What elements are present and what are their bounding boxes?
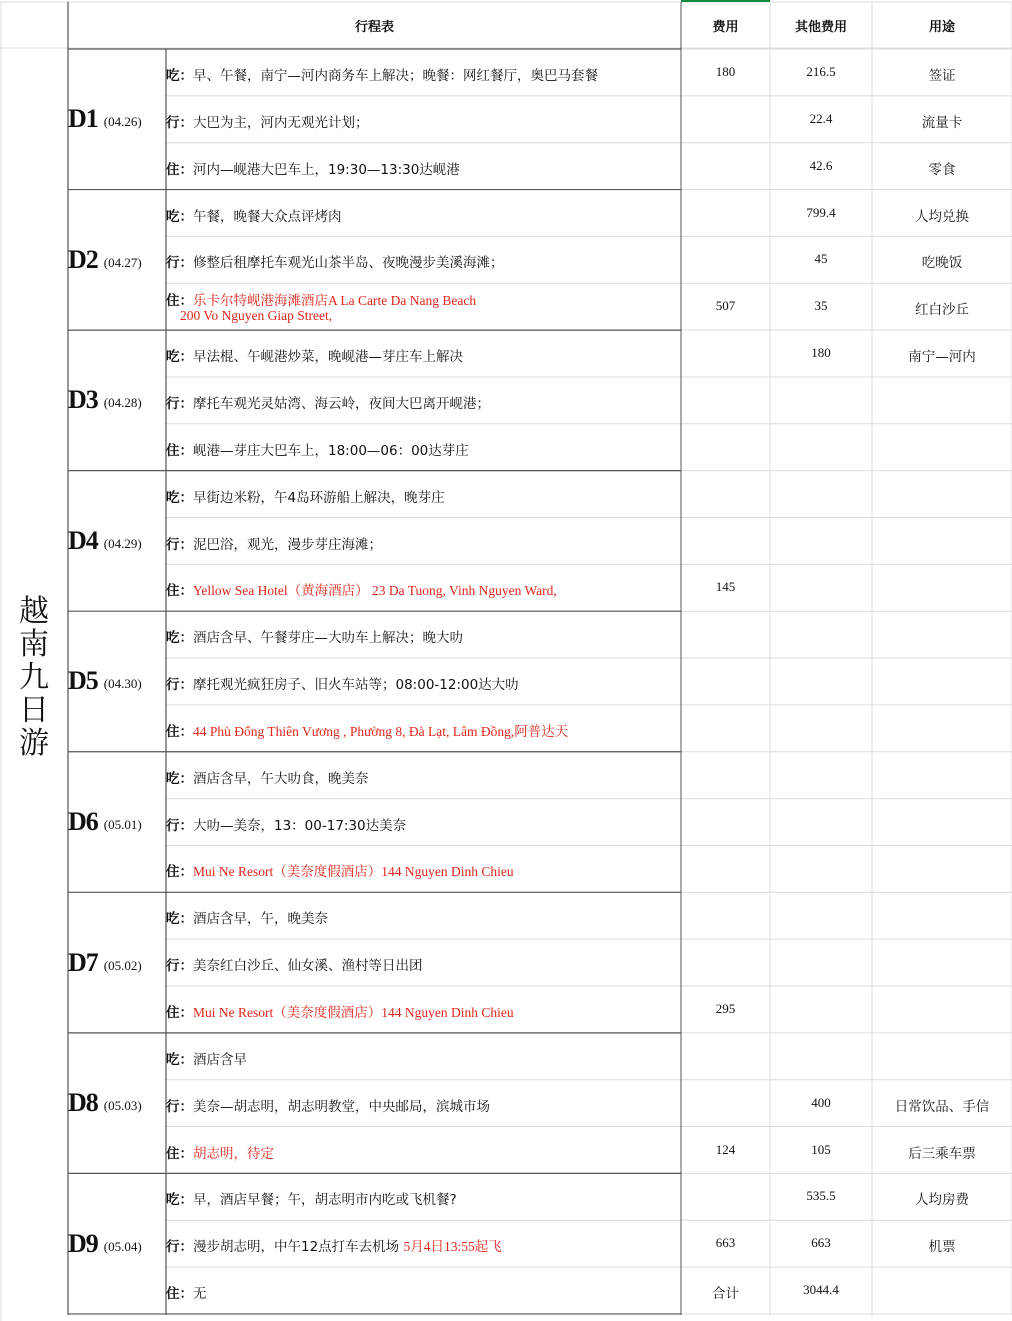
line-label: 吃： bbox=[166, 770, 193, 787]
cost-cell[interactable]: 507 bbox=[715, 298, 736, 314]
eat-line[interactable] bbox=[166, 1188, 457, 1208]
other-cost-cell[interactable]: 35 bbox=[814, 298, 828, 314]
purpose-cell[interactable]: 流量卡 bbox=[921, 114, 963, 131]
day-number: D2 bbox=[68, 244, 98, 274]
day-date: (04.28) bbox=[103, 395, 142, 411]
purpose-cell[interactable]: 人均兑换 bbox=[915, 208, 969, 225]
line-text: 早街边米粉，午4岛环游船上解决，晚芽庄 bbox=[193, 489, 445, 506]
header-schedule[interactable]: 行程表 bbox=[354, 19, 394, 35]
day-number: D9 bbox=[68, 1228, 98, 1258]
stay-line[interactable] bbox=[166, 439, 469, 459]
eat-line[interactable] bbox=[166, 1048, 247, 1068]
line-label: 行： bbox=[166, 395, 193, 412]
purpose-cell[interactable]: 红白沙丘 bbox=[915, 302, 969, 319]
line-label: 吃： bbox=[166, 349, 193, 366]
purpose-cell[interactable]: 签证 bbox=[928, 68, 956, 84]
line-label: 住： bbox=[166, 583, 193, 600]
line-label: 吃： bbox=[166, 630, 193, 647]
line-label: 行： bbox=[166, 677, 193, 694]
line-text: 44 Phù Đổng Thiên Vương , Phường 8, Đà Lạt, Lâm Đồng,阿普达天 bbox=[193, 723, 569, 739]
line-label: 行： bbox=[166, 114, 193, 131]
day-label-d9 bbox=[68, 1173, 142, 1314]
line-text: 早，酒店早餐；午，胡志明市内吃或飞机餐? bbox=[193, 1192, 457, 1209]
stay-line[interactable] bbox=[166, 289, 476, 309]
stay-line[interactable] bbox=[166, 1142, 274, 1162]
cost-cell[interactable]: 合计 bbox=[712, 1286, 739, 1303]
day-date: (04.27) bbox=[103, 254, 142, 270]
stay-line[interactable] bbox=[166, 1282, 207, 1302]
day-label-d2 bbox=[68, 190, 142, 331]
day-number: D6 bbox=[68, 807, 98, 837]
day-date: (05.04) bbox=[103, 1238, 142, 1254]
line-label: 住： bbox=[166, 1145, 193, 1162]
line-text: 酒店含早、午餐芽庄—大叻车上解决；晚大叻 bbox=[193, 630, 463, 647]
line-label: 住： bbox=[166, 442, 193, 459]
eat-line[interactable] bbox=[166, 907, 328, 927]
eat-line[interactable] bbox=[166, 345, 463, 365]
day-label-d3 bbox=[68, 330, 142, 471]
other-cost-cell[interactable]: 45 bbox=[814, 251, 828, 267]
line-label: 住： bbox=[166, 864, 193, 881]
other-cost-cell[interactable]: 663 bbox=[811, 1235, 831, 1251]
day-date: (05.02) bbox=[103, 957, 142, 973]
departure-time: 5月4日13:55起飞 bbox=[403, 1239, 502, 1255]
line-label: 吃： bbox=[166, 68, 193, 84]
day-date: (05.03) bbox=[103, 1098, 142, 1114]
day-label-d1 bbox=[68, 49, 142, 190]
line-label: 行： bbox=[166, 958, 193, 975]
day-number: D7 bbox=[68, 947, 98, 977]
line-text: 大叻—美奈，13：00-17:30达美奈 bbox=[193, 817, 407, 834]
day-label-d7 bbox=[68, 892, 142, 1033]
purpose-cell[interactable]: 南宁—河内 bbox=[908, 349, 976, 366]
other-cost-cell[interactable]: 22.4 bbox=[809, 110, 833, 126]
eat-line[interactable] bbox=[166, 767, 369, 787]
line-text: 酒店含早，午，晚美奈 bbox=[193, 911, 328, 928]
line-text: 酒店含早，午大叻食，晚美奈 bbox=[193, 770, 369, 787]
line-text: 乐卡尔特岘港海滩酒店A La Carte Da Nang Beach bbox=[193, 293, 477, 309]
purpose-cell[interactable]: 人均房费 bbox=[915, 1192, 969, 1209]
other-cost-cell[interactable]: 799.4 bbox=[806, 204, 836, 220]
day-date: (04.26) bbox=[103, 114, 142, 130]
day-number: D8 bbox=[68, 1088, 98, 1118]
line-label: 住： bbox=[166, 1286, 193, 1303]
header-cost[interactable]: 费用 bbox=[712, 19, 739, 35]
stay-address-line2: 200 Vo Nguyen Giap Street, bbox=[180, 308, 333, 324]
line-label: 住： bbox=[166, 161, 193, 178]
go-line[interactable] bbox=[166, 673, 519, 693]
line-text: 河内—岘港大巴车上，19:30—13:30达岘港 bbox=[193, 161, 460, 178]
line-text: 摩托车观光灵姑湾、海云岭，夜间大巴离开岘港； bbox=[193, 395, 490, 412]
line-label: 吃： bbox=[166, 1192, 193, 1209]
purpose-cell[interactable]: 吃晚饭 bbox=[921, 255, 963, 272]
line-text: 早、午餐，南宁—河内商务车上解决；晚餐：网红餐厅，奥巴马套餐 bbox=[193, 68, 598, 84]
day-number: D5 bbox=[68, 666, 98, 696]
day-number: D3 bbox=[68, 385, 98, 415]
line-text: 漫步胡志明，中午12点打车去机场 bbox=[193, 1239, 404, 1256]
stay-line[interactable] bbox=[166, 720, 568, 740]
day-date: (04.29) bbox=[103, 535, 142, 551]
go-line[interactable] bbox=[166, 1235, 502, 1255]
go-line[interactable] bbox=[166, 1095, 490, 1115]
line-label: 行： bbox=[166, 1239, 193, 1256]
line-label: 行： bbox=[166, 536, 193, 553]
eat-line[interactable] bbox=[166, 486, 445, 506]
day-number: D4 bbox=[68, 525, 98, 555]
line-text: 胡志明，待定 bbox=[193, 1145, 274, 1161]
line-label: 行： bbox=[166, 817, 193, 834]
line-text: 大巴为主，河内无观光计划； bbox=[193, 114, 369, 131]
go-line[interactable] bbox=[166, 111, 369, 131]
day-label-d4 bbox=[68, 471, 142, 612]
header-other-cost[interactable]: 其他费用 bbox=[794, 19, 847, 35]
line-text: 美奈红白沙丘、仙女溪、渔村等日出团 bbox=[193, 958, 423, 975]
day-date: (04.30) bbox=[103, 676, 142, 692]
eat-line[interactable] bbox=[166, 626, 463, 646]
line-label: 行： bbox=[166, 255, 193, 272]
line-text: 美奈—胡志明，胡志明教堂，中央邮局，滨城市场 bbox=[193, 1098, 490, 1115]
go-line[interactable] bbox=[166, 392, 490, 412]
line-text: 泥巴浴，观光，漫步芽庄海滩； bbox=[193, 536, 382, 553]
stay-line[interactable] bbox=[166, 579, 557, 599]
go-line[interactable] bbox=[166, 814, 406, 834]
go-line[interactable] bbox=[166, 533, 382, 553]
line-label: 住： bbox=[166, 723, 193, 740]
line-text: 岘港—芽庄大巴车上，18:00—06：00达芽庄 bbox=[193, 442, 469, 459]
line-label: 行： bbox=[166, 1098, 193, 1115]
line-label: 吃： bbox=[166, 208, 193, 225]
day-label-d6 bbox=[68, 752, 142, 893]
go-line[interactable] bbox=[166, 954, 423, 974]
other-cost-cell[interactable]: 400 bbox=[811, 1094, 831, 1110]
stay-line[interactable] bbox=[166, 158, 460, 178]
eat-line[interactable] bbox=[166, 64, 598, 84]
header-purpose[interactable]: 用途 bbox=[928, 19, 955, 35]
stay-line[interactable] bbox=[166, 860, 514, 880]
other-cost-cell[interactable]: 105 bbox=[811, 1141, 831, 1157]
line-text: 摩托观光疯狂房子、旧火车站等；08:00-12:00达大叻 bbox=[193, 677, 519, 694]
line-label: 吃： bbox=[166, 911, 193, 928]
line-text: 酒店含早 bbox=[193, 1051, 247, 1068]
other-cost-cell[interactable]: 42.6 bbox=[809, 157, 833, 173]
purpose-cell[interactable]: 后三乘车票 bbox=[908, 1145, 976, 1162]
other-cost-cell[interactable]: 216.5 bbox=[806, 64, 836, 79]
stay-line[interactable] bbox=[166, 1001, 514, 1021]
line-label: 住： bbox=[166, 293, 193, 310]
line-text: Mui Ne Resort（美奈度假酒店）144 Nguyen Dinh Chieu bbox=[193, 864, 514, 880]
line-text: Mui Ne Resort（美奈度假酒店）144 Nguyen Dinh Chieu bbox=[193, 1005, 514, 1020]
purpose-cell[interactable]: 机票 bbox=[928, 1239, 956, 1256]
cost-cell[interactable]: 295 bbox=[715, 1001, 736, 1016]
go-line[interactable] bbox=[166, 251, 504, 271]
purpose-cell[interactable]: 零食 bbox=[928, 161, 956, 178]
line-label: 住： bbox=[166, 1005, 193, 1021]
day-number: D1 bbox=[68, 104, 98, 134]
purpose-cell[interactable]: 日常饮品、手信 bbox=[894, 1098, 990, 1115]
cost-cell[interactable]: 124 bbox=[715, 1141, 736, 1157]
cost-cell[interactable]: 145 bbox=[715, 579, 736, 595]
other-cost-cell[interactable]: 180 bbox=[811, 345, 831, 361]
line-text: Yellow Sea Hotel（黄海酒店） 23 Da Tuong, Vinh Nguyen Ward, bbox=[193, 583, 557, 599]
day-date: (05.01) bbox=[103, 817, 142, 833]
line-label: 吃： bbox=[166, 489, 193, 506]
eat-line[interactable] bbox=[166, 205, 342, 225]
cost-cell[interactable]: 663 bbox=[715, 1235, 736, 1251]
line-text: 无 bbox=[193, 1286, 207, 1303]
other-cost-cell[interactable]: 3044.4 bbox=[803, 1282, 839, 1298]
line-label: 吃： bbox=[166, 1051, 193, 1068]
other-cost-cell[interactable]: 535.5 bbox=[806, 1188, 836, 1204]
cost-cell[interactable]: 180 bbox=[715, 64, 736, 79]
line-text: 午餐，晚餐大众点评烤肉 bbox=[193, 208, 342, 225]
trip-title[interactable]: 越南九日游 bbox=[19, 594, 49, 761]
day-label-d5 bbox=[68, 611, 142, 752]
line-text: 早法棍、午岘港炒菜，晚岘港—芽庄车上解决 bbox=[193, 349, 463, 366]
line-text: 修整后租摩托车观光山茶半岛、夜晚漫步美溪海滩； bbox=[193, 255, 504, 272]
day-label-d8 bbox=[68, 1033, 142, 1174]
